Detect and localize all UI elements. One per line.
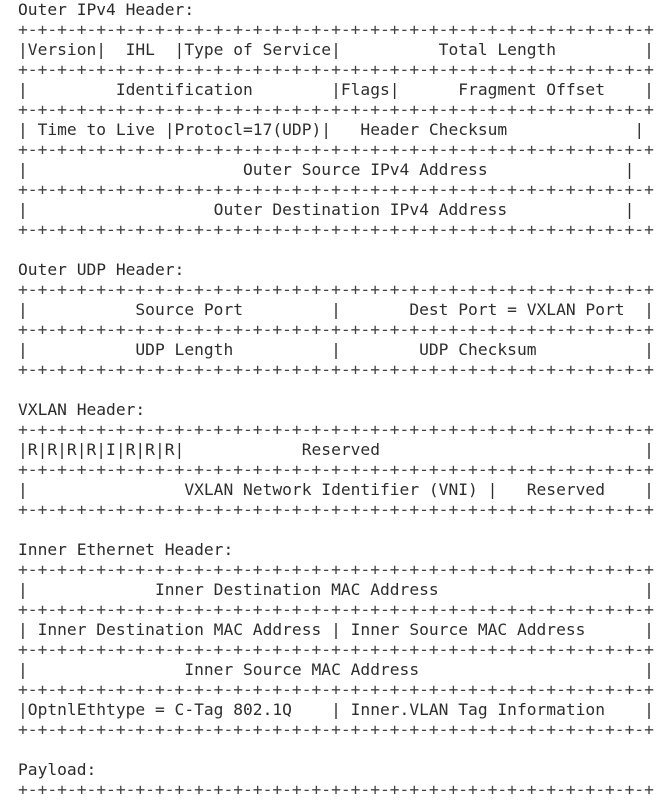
table-border-line: +-+-+-+-+-+-+-+-+-+-+-+-+-+-+-+-+-+-+-+-+-+-+-+-+-+-+-+-+-+-+-+-+ — [18, 460, 654, 479]
field-row: | Inner Destination MAC Address | — [18, 580, 654, 599]
packet-format-diagram — [18, 0, 654, 800]
field-row: | Outer Source IPv4 Address | — [18, 160, 635, 179]
table-border-line: +-+-+-+-+-+-+-+-+-+-+-+-+-+-+-+-+-+-+-+-+-+-+-+-+-+-+-+-+-+-+-+-+ — [18, 780, 654, 799]
field-row: | Identification |Flags| Fragment Offset | — [18, 80, 654, 99]
field-row: | Inner Source MAC Address | — [18, 660, 654, 679]
blank-line — [18, 380, 654, 400]
field-row: | Outer Destination IPv4 Address | — [18, 200, 635, 219]
table-border-line: +-+-+-+-+-+-+-+-+-+-+-+-+-+-+-+-+-+-+-+-+-+-+-+-+-+-+-+-+-+-+-+-+ — [18, 500, 654, 519]
section-title: Payload: — [18, 760, 97, 779]
table-border-line: +-+-+-+-+-+-+-+-+-+-+-+-+-+-+-+-+-+-+-+-+-+-+-+-+-+-+-+-+-+-+-+-+ — [18, 320, 654, 339]
table-border-line: +-+-+-+-+-+-+-+-+-+-+-+-+-+-+-+-+-+-+-+-+-+-+-+-+-+-+-+-+-+-+-+-+ — [18, 60, 654, 79]
table-border-line: +-+-+-+-+-+-+-+-+-+-+-+-+-+-+-+-+-+-+-+-+-+-+-+-+-+-+-+-+-+-+-+-+ — [18, 140, 654, 159]
blank-line — [18, 740, 654, 760]
section-title: VXLAN Header: — [18, 400, 146, 419]
table-border-line: +-+-+-+-+-+-+-+-+-+-+-+-+-+-+-+-+-+-+-+-+-+-+-+-+-+-+-+-+-+-+-+-+ — [18, 100, 654, 119]
table-border-line: +-+-+-+-+-+-+-+-+-+-+-+-+-+-+-+-+-+-+-+-+-+-+-+-+-+-+-+-+-+-+-+-+ — [18, 640, 654, 659]
table-border-line: +-+-+-+-+-+-+-+-+-+-+-+-+-+-+-+-+-+-+-+-+-+-+-+-+-+-+-+-+-+-+-+-+ — [18, 20, 654, 39]
table-border-line: +-+-+-+-+-+-+-+-+-+-+-+-+-+-+-+-+-+-+-+-+-+-+-+-+-+-+-+-+-+-+-+-+ — [18, 420, 654, 439]
field-row: |Version| IHL |Type of Service| Total Length | — [18, 40, 654, 59]
table-border-line: +-+-+-+-+-+-+-+-+-+-+-+-+-+-+-+-+-+-+-+-+-+-+-+-+-+-+-+-+-+-+-+-+ — [18, 560, 654, 579]
table-border-line: +-+-+-+-+-+-+-+-+-+-+-+-+-+-+-+-+-+-+-+-+-+-+-+-+-+-+-+-+-+-+-+-+ — [18, 220, 654, 239]
table-border-line: +-+-+-+-+-+-+-+-+-+-+-+-+-+-+-+-+-+-+-+-+-+-+-+-+-+-+-+-+-+-+-+-+ — [18, 360, 654, 379]
section-title: Outer UDP Header: — [18, 260, 185, 279]
field-row: |R|R|R|R|I|R|R|R| Reserved | — [18, 440, 654, 459]
field-row: | Time to Live |Protocl=17(UDP)| Header Checksum | — [18, 120, 645, 139]
table-border-line: +-+-+-+-+-+-+-+-+-+-+-+-+-+-+-+-+-+-+-+-+-+-+-+-+-+-+-+-+-+-+-+-+ — [18, 680, 654, 699]
field-row: |OptnlEthtype = C-Tag 802.1Q | Inner.VLAN Tag Information | — [18, 700, 654, 719]
field-row: | VXLAN Network Identifier (VNI) | Reserved | — [18, 480, 654, 499]
table-border-line: +-+-+-+-+-+-+-+-+-+-+-+-+-+-+-+-+-+-+-+-+-+-+-+-+-+-+-+-+-+-+-+-+ — [18, 600, 654, 619]
table-border-line: +-+-+-+-+-+-+-+-+-+-+-+-+-+-+-+-+-+-+-+-+-+-+-+-+-+-+-+-+-+-+-+-+ — [18, 280, 654, 299]
blank-line — [18, 520, 654, 540]
section-title: Outer IPv4 Header: — [18, 0, 195, 19]
field-row: | Inner Destination MAC Address | Inner Source MAC Address | — [18, 620, 654, 639]
table-border-line: +-+-+-+-+-+-+-+-+-+-+-+-+-+-+-+-+-+-+-+-+-+-+-+-+-+-+-+-+-+-+-+-+ — [18, 180, 654, 199]
field-row: | Source Port | Dest Port = VXLAN Port | — [18, 300, 654, 319]
section-title: Inner Ethernet Header: — [18, 540, 234, 559]
field-row: | UDP Length | UDP Checksum | — [18, 340, 654, 359]
blank-line — [18, 240, 654, 260]
table-border-line: +-+-+-+-+-+-+-+-+-+-+-+-+-+-+-+-+-+-+-+-+-+-+-+-+-+-+-+-+-+-+-+-+ — [18, 720, 654, 739]
